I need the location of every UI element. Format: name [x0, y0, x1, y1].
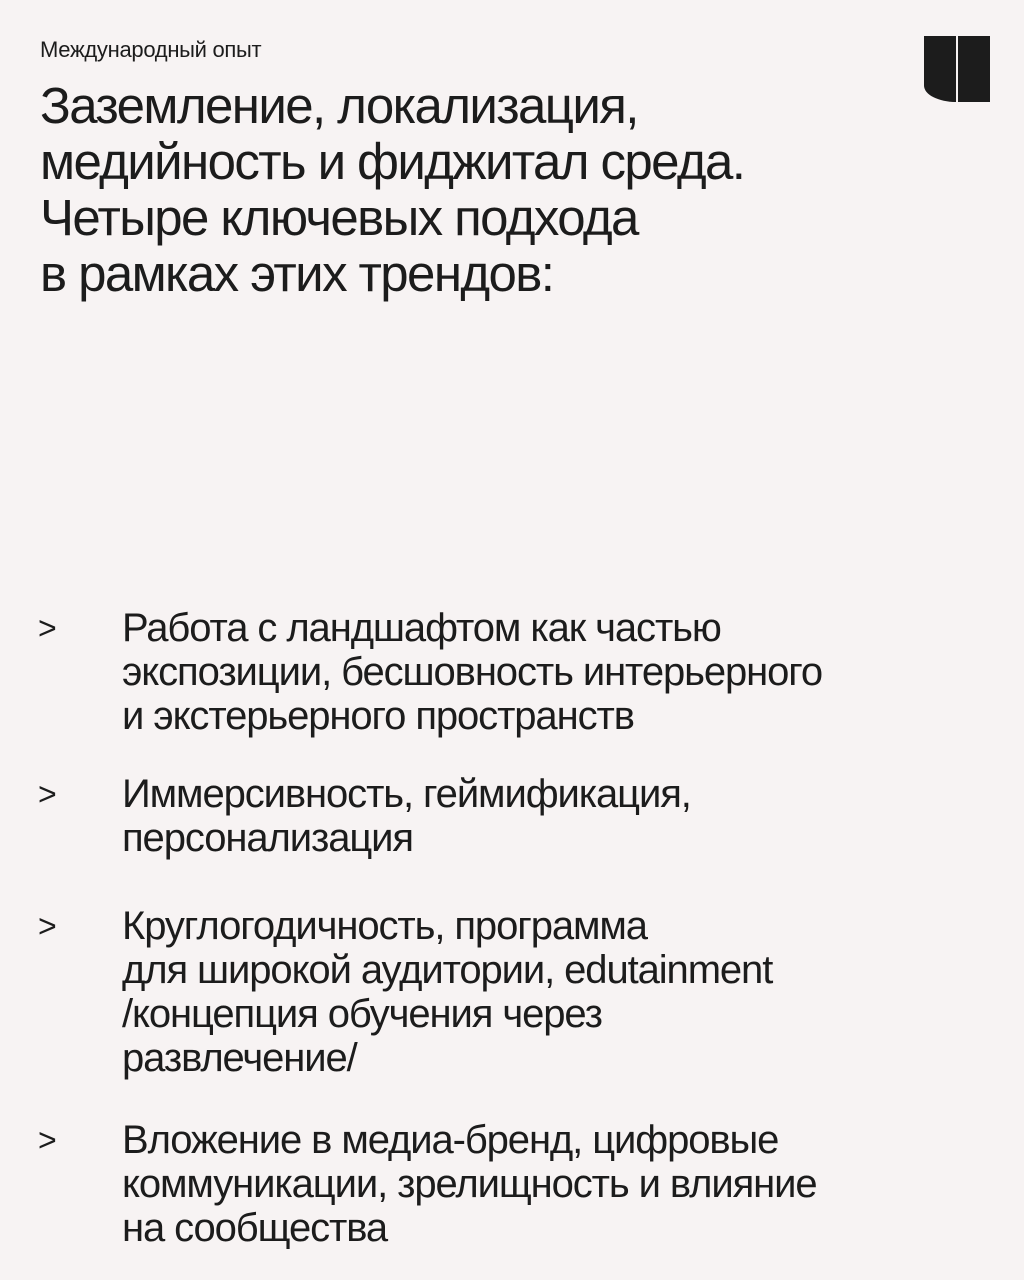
page-title	[40, 78, 940, 302]
list-item-line: персонализация	[122, 816, 413, 860]
list-item-line: Вложение в медиа-бренд, цифровые	[122, 1118, 779, 1162]
list-item-line: /концепция обучения через	[122, 992, 602, 1036]
list-item-line: коммуникации, зрелищность и влияние	[122, 1162, 817, 1206]
title-line: Четыре ключевых подхода	[40, 189, 638, 246]
list-item-line: Работа с ландшафтом как частью	[122, 606, 721, 650]
chevron-right-icon: >	[38, 1122, 57, 1158]
title-line: Заземление, локализация,	[40, 77, 638, 134]
section-label: Международный опыт	[40, 37, 262, 62]
list-item-line: и экстерьерного пространств	[122, 694, 634, 738]
list-item-line: Иммерсивность, геймификация,	[122, 772, 691, 816]
chevron-right-icon: >	[38, 610, 57, 646]
list-item-text	[122, 1118, 1002, 1250]
chevron-right-icon: >	[38, 776, 57, 812]
list-item-line: Круглогодичность, программа	[122, 904, 647, 948]
list-item-line: экспозиции, бесшовность интерьерного	[122, 650, 823, 694]
list-item-line: на сообщества	[122, 1206, 388, 1250]
chevron-right-icon: >	[38, 908, 57, 944]
list-item-line: развлечение/	[122, 1036, 357, 1080]
list-item-text	[122, 772, 1002, 860]
title-line: медийность и фиджитал среда.	[40, 133, 745, 190]
list-item-line: для широкой аудитории, edutainment	[122, 948, 773, 992]
title-line: в рамках этих трендов:	[40, 245, 554, 302]
list-item-text	[122, 904, 1002, 1080]
list-item-text	[122, 606, 1002, 738]
